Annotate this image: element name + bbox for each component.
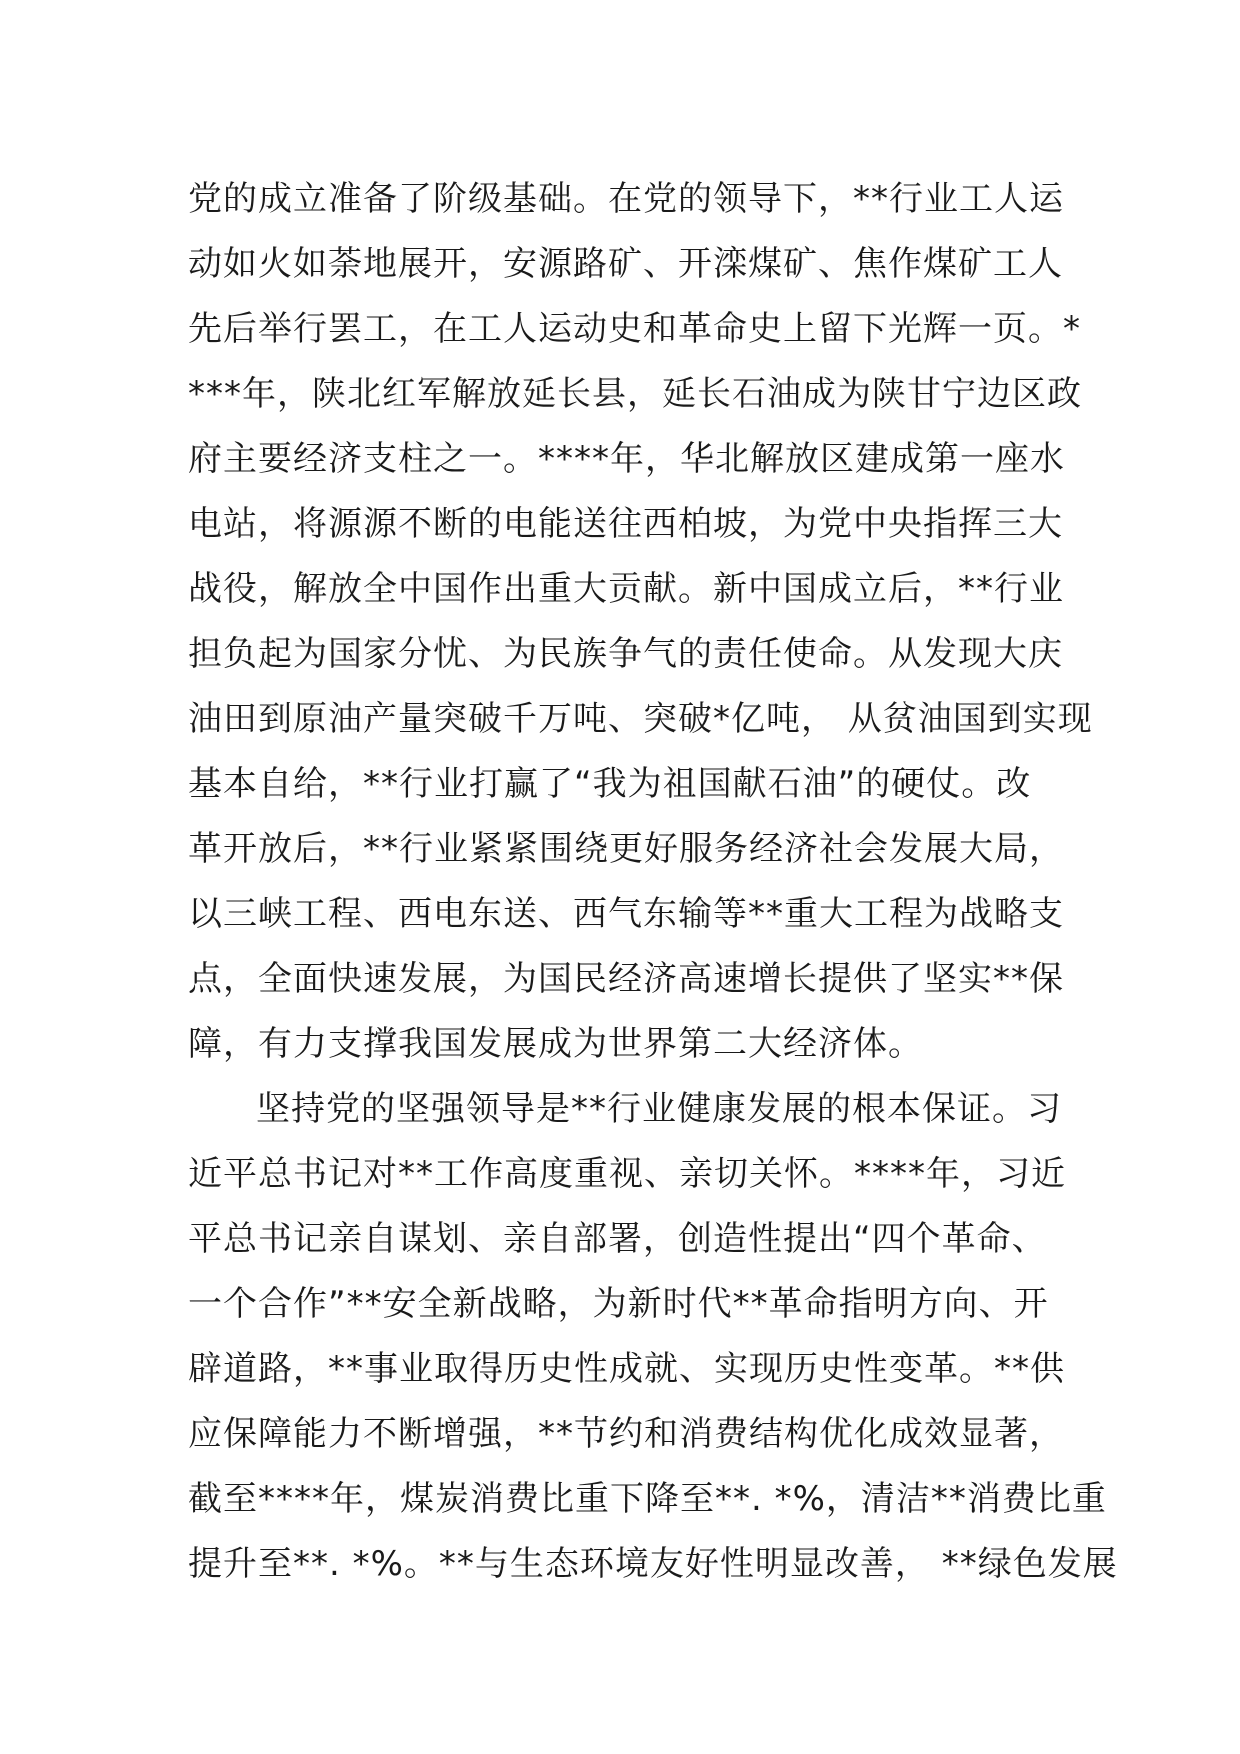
text-line: 以三峡工程、西电东送、西气东输等**重大工程为战略支	[188, 894, 1064, 934]
text-line: 党的成立准备了阶级基础。在党的领导下，**行业工人运	[188, 179, 1064, 219]
text-line: 革开放后，**行业紧紧围绕更好服务经济社会发展大局，	[188, 829, 1064, 869]
text-line: 截至****年，煤炭消费比重下降至**. *%，清洁**消费比重	[188, 1479, 1107, 1519]
text-line: 油田到原油产量突破千万吨、突破*亿吨， 从贫油国到实现	[188, 699, 1093, 739]
text-line: 障，有力支撑我国发展成为世界第二大经济体。	[188, 1024, 923, 1064]
text-line: 动如火如荼地展开，安源路矿、开滦煤矿、焦作煤矿工人	[188, 244, 1063, 284]
text-line: 一个合作”**安全新战略，为新时代**革命指明方向、开	[188, 1284, 1049, 1324]
text-line: 应保障能力不断增强，**节约和消费结构优化成效显著，	[188, 1414, 1064, 1454]
text-line: 先后举行罢工，在工人运动史和革命史上留下光辉一页。*	[188, 309, 1081, 349]
body-text	[188, 167, 1118, 1597]
text-line: ***年，陕北红军解放延长县，延长石油成为陕甘宁边区政	[188, 374, 1082, 414]
text-line: 担负起为国家分忧、为民族争气的责任使命。从发现大庆	[188, 634, 1063, 674]
text-line: 辟道路，**事业取得历史性成就、实现历史性变革。**供	[188, 1349, 1065, 1389]
paragraph-start-line: 坚持党的坚强领导是**行业健康发展的根本保证。习	[256, 1089, 1062, 1129]
text-line: 提升至**. *%。**与生态环境友好性明显改善， **绿色发展	[188, 1544, 1118, 1584]
text-line: 近平总书记对**工作高度重视、亲切关怀。****年，习近	[188, 1154, 1066, 1194]
text-line: 基本自给，**行业打赢了“我为祖国献石油”的硬仗。改	[188, 764, 1032, 804]
text-line: 府主要经济支柱之一。****年，华北解放区建成第一座水	[188, 439, 1065, 479]
text-line: 点，全面快速发展，为国民经济高速增长提供了坚实**保	[188, 959, 1064, 999]
text-line: 平总书记亲自谋划、亲自部署，创造性提出“四个革命、	[188, 1219, 1047, 1259]
text-line: 电站，将源源不断的电能送往西柏坡，为党中央指挥三大	[188, 504, 1063, 544]
text-line: 战役，解放全中国作出重大贡献。新中国成立后，**行业	[188, 569, 1064, 609]
